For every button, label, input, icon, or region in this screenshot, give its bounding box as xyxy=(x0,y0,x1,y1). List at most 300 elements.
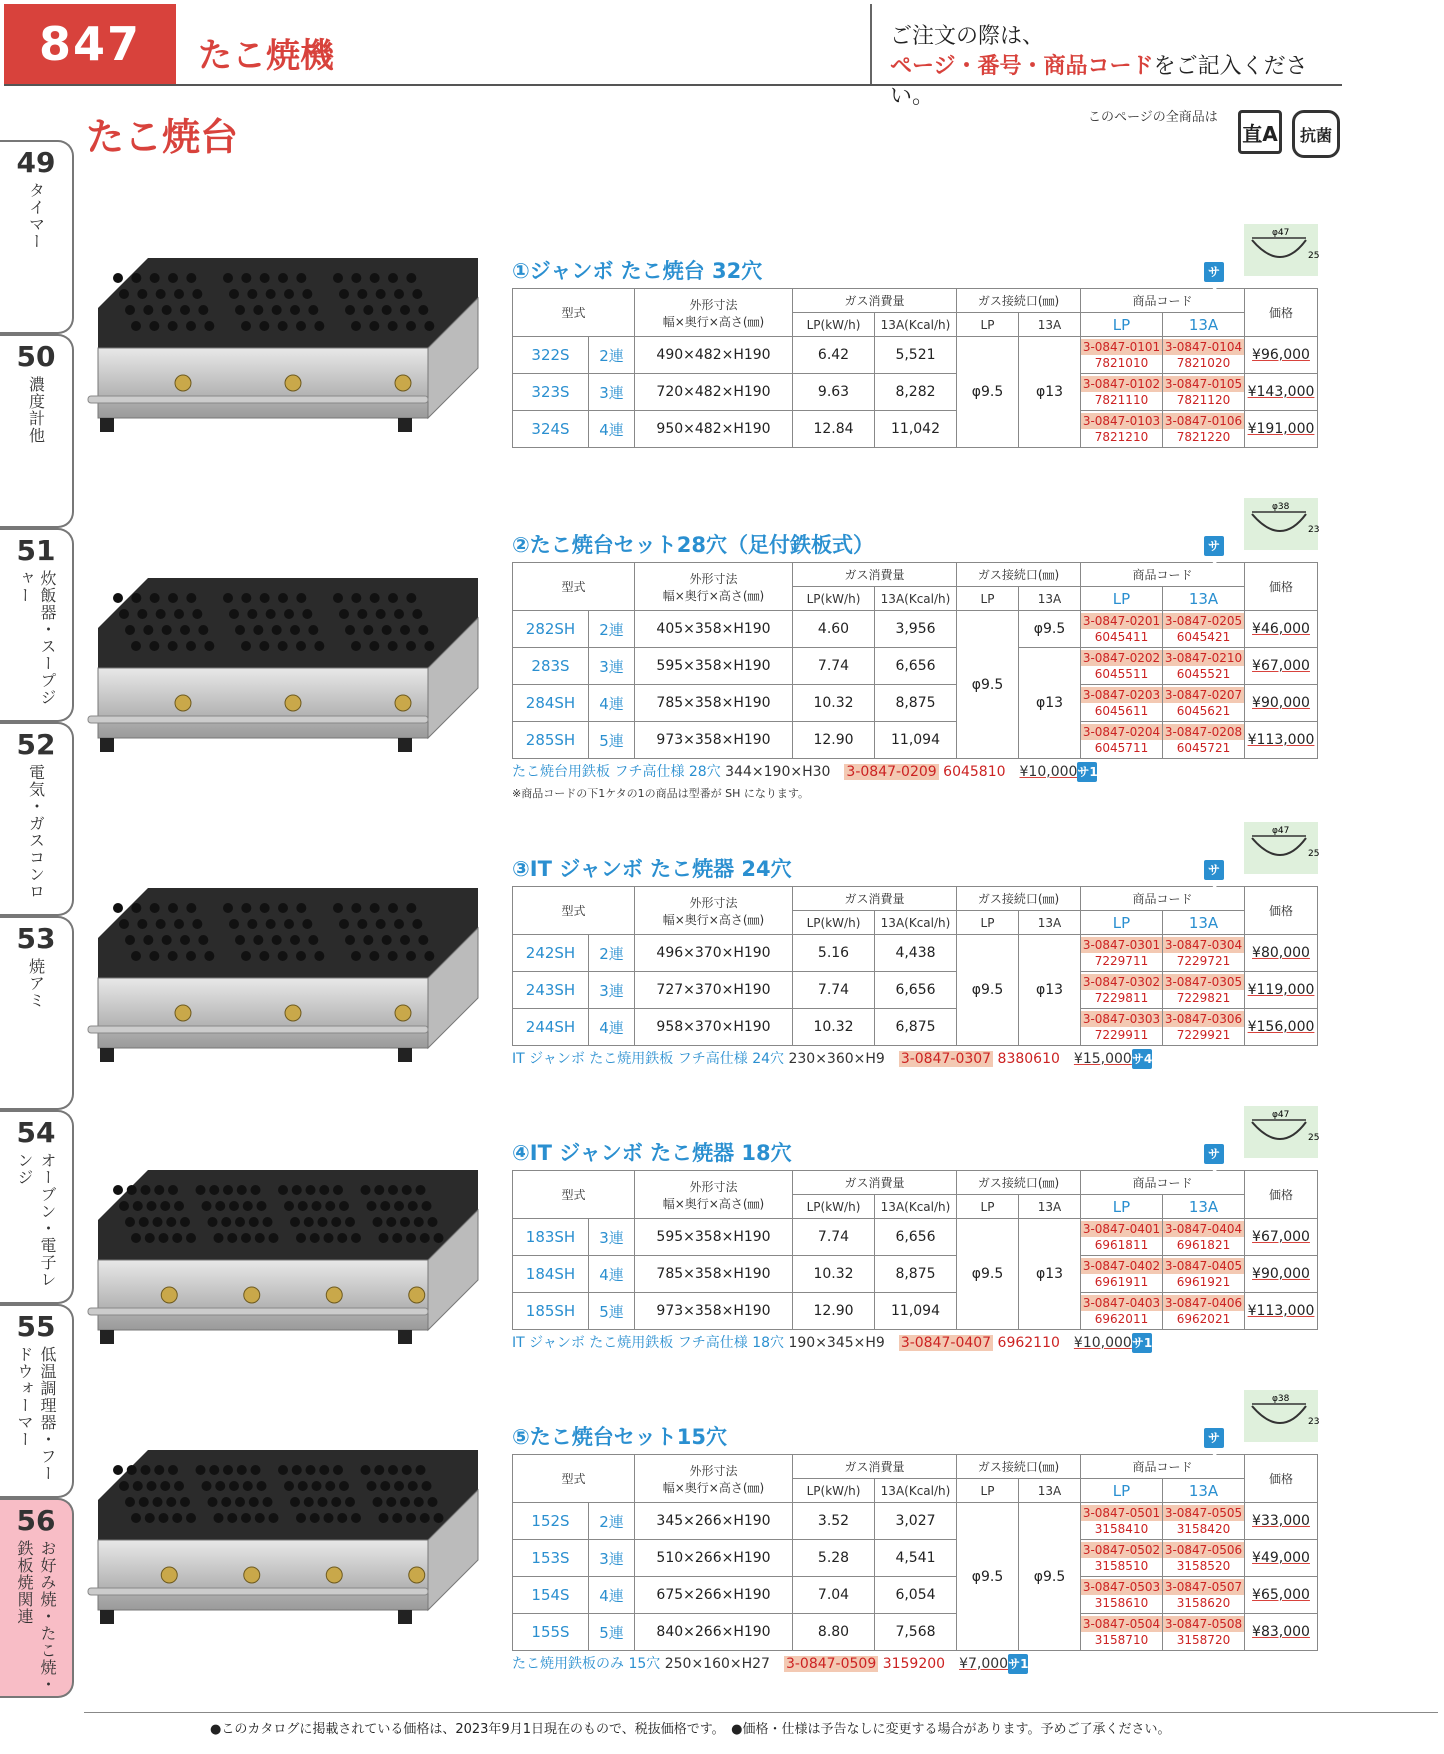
accessory-price: ¥15,000 xyxy=(1073,1051,1132,1067)
col-gas: ガス消費量 xyxy=(793,1171,957,1195)
table-row xyxy=(513,935,1318,972)
table-row xyxy=(513,1577,1318,1614)
section-footnote: ※商品コードの下1ケタの1の商品は型番が SH になります。 xyxy=(512,787,810,800)
accessory-sub: 3159200 xyxy=(882,1656,946,1672)
col-code-13a: 13A xyxy=(1163,587,1245,611)
side-tab-49[interactable] xyxy=(0,140,74,334)
col-conn-lp: LP xyxy=(957,1479,1019,1503)
conn-13a-cell: φ9.5 xyxy=(1019,1503,1081,1651)
gas-lp-cell: 3.52 xyxy=(793,1503,875,1540)
code-lp-cell: 3-0847-0103 7821210 xyxy=(1081,411,1163,448)
model-cell: 152S xyxy=(513,1503,589,1540)
accessory-code: 3-0847-0209 xyxy=(846,764,937,780)
col-conn-13a: 13A xyxy=(1019,587,1081,611)
product-photo xyxy=(88,238,488,448)
ren-cell: 2連 xyxy=(589,1503,635,1540)
ren-cell: 4連 xyxy=(589,1009,635,1046)
side-tab-label: 濃度計他 xyxy=(26,376,46,444)
diagram-depth: 25 xyxy=(1308,251,1320,261)
accessory-size-badge: サ1 xyxy=(1077,762,1097,782)
all-items-note: このページの全商品は xyxy=(1088,110,1218,125)
table-row xyxy=(513,1009,1318,1046)
col-code-lp: LP xyxy=(1081,1479,1163,1503)
product-photo xyxy=(88,1150,488,1360)
code-lp-cell: 3-0847-0201 6045411 xyxy=(1081,611,1163,648)
table-row xyxy=(513,1503,1318,1540)
code-13a-cell: 3-0847-0208 6045721 xyxy=(1163,722,1245,759)
model-cell: 285SH xyxy=(513,722,589,759)
side-tab-number: 50 xyxy=(16,340,56,373)
side-tab-label: 炊飯器・スープジャー xyxy=(15,570,57,706)
footer-note: ●このカタログに掲載されている価格は、2023年9月1日現在のもので、税抜価格です。 ●価格・仕様は予告なしに変更する場合があります。予めご了承ください。 xyxy=(210,1722,1171,1737)
code-13a-cell: 3-0847-0506 3158520 xyxy=(1163,1540,1245,1577)
col-dims: 外形寸法 幅×奥行×高さ(㎜) xyxy=(635,887,793,935)
gas-13a-cell: 3,956 xyxy=(875,611,957,648)
model-cell: 244SH xyxy=(513,1009,589,1046)
price-cell: ¥113,000 xyxy=(1245,722,1318,759)
gas-13a-cell: 6,656 xyxy=(875,972,957,1009)
col-gas-lp: LP(kW/h) xyxy=(793,1195,875,1219)
size-badge: サ4 xyxy=(1204,262,1224,282)
size-badge: サ4 xyxy=(1204,860,1224,880)
model-cell: 242SH xyxy=(513,935,589,972)
code-lp-cell: 3-0847-0204 6045711 xyxy=(1081,722,1163,759)
col-gas: ガス消費量 xyxy=(793,1455,957,1479)
code-lp-cell: 3-0847-0301 7229711 xyxy=(1081,935,1163,972)
dims-cell: 973×358×H190 xyxy=(635,1293,793,1330)
gas-lp-cell: 10.32 xyxy=(793,685,875,722)
gas-13a-cell: 11,094 xyxy=(875,722,957,759)
col-dims: 外形寸法 幅×奥行×高さ(㎜) xyxy=(635,1455,793,1503)
gas-lp-cell: 10.32 xyxy=(793,1009,875,1046)
model-cell: 153S xyxy=(513,1540,589,1577)
dims-cell: 840×266×H190 xyxy=(635,1614,793,1651)
antibacterial-badge: 抗菌 xyxy=(1292,110,1340,158)
product-section-5 xyxy=(512,1394,1320,1677)
col-price: 価格 xyxy=(1245,563,1318,611)
col-model: 型式 xyxy=(513,1171,635,1219)
col-conn-lp: LP xyxy=(957,911,1019,935)
notice-line1: ご注文の際は、 xyxy=(890,24,1045,49)
ren-cell: 3連 xyxy=(589,972,635,1009)
gas-lp-cell: 7.74 xyxy=(793,972,875,1009)
side-tab-label: タイマー xyxy=(26,182,46,250)
code-13a-cell: 3-0847-0205 6045421 xyxy=(1163,611,1245,648)
cup-diagram xyxy=(1244,498,1318,550)
table-row xyxy=(513,611,1318,648)
diagram-depth: 25 xyxy=(1308,849,1320,859)
code-13a-cell: 3-0847-0304 7229721 xyxy=(1163,935,1245,972)
col-gas-lp: LP(kW/h) xyxy=(793,1479,875,1503)
table-row xyxy=(513,1256,1318,1293)
side-tab-53[interactable] xyxy=(0,916,74,1110)
accessory-line xyxy=(512,759,1318,785)
table-row xyxy=(513,411,1318,448)
gas-13a-cell: 3,027 xyxy=(875,1503,957,1540)
side-tab-number: 52 xyxy=(16,728,56,761)
code-13a-cell: 3-0847-0406 6962021 xyxy=(1163,1293,1245,1330)
col-code: 商品コード xyxy=(1081,1171,1245,1195)
col-model: 型式 xyxy=(513,1455,635,1503)
side-tab-52[interactable] xyxy=(0,722,74,916)
dims-cell: 720×482×H190 xyxy=(635,374,793,411)
price-cell: ¥83,000 xyxy=(1245,1614,1318,1651)
col-gas-13a: 13A(Kcal/h) xyxy=(875,1195,957,1219)
conn-13a-cell: φ13 xyxy=(1019,935,1081,1046)
gas-13a-cell: 4,438 xyxy=(875,935,957,972)
gas-lp-cell: 10.32 xyxy=(793,1256,875,1293)
price-cell: ¥49,000 xyxy=(1245,1540,1318,1577)
price-cell: ¥113,000 xyxy=(1245,1293,1318,1330)
table-row xyxy=(513,1540,1318,1577)
col-gas: ガス消費量 xyxy=(793,887,957,911)
col-code: 商品コード xyxy=(1081,887,1245,911)
diagram-diameter: φ47 xyxy=(1272,826,1290,836)
conn-13a-cell: φ13 xyxy=(1019,648,1081,759)
conn-lp-cell: φ9.5 xyxy=(957,935,1019,1046)
page-subtitle: たこ焼台 xyxy=(86,115,239,159)
footer-rule xyxy=(84,1712,1438,1713)
col-code: 商品コード xyxy=(1081,1455,1245,1479)
spec-table xyxy=(512,886,1318,1046)
price-cell: ¥67,000 xyxy=(1245,1219,1318,1256)
cup-diagram xyxy=(1244,224,1318,276)
gas-lp-cell: 12.90 xyxy=(793,722,875,759)
code-13a-cell: 3-0847-0106 7821220 xyxy=(1163,411,1245,448)
diagram-diameter: φ47 xyxy=(1272,228,1290,238)
accessory-dims: 230×360×H9 xyxy=(788,1051,885,1067)
ren-cell: 3連 xyxy=(589,374,635,411)
code-lp-cell: 3-0847-0203 6045611 xyxy=(1081,685,1163,722)
notice-highlight: ページ・番号・商品コード xyxy=(890,54,1154,79)
notice-tail: をご記入ください。 xyxy=(890,54,1308,109)
conn-lp-cell: φ9.5 xyxy=(957,611,1019,759)
gas-13a-cell: 8,875 xyxy=(875,1256,957,1293)
code-lp-cell: 3-0847-0302 7229811 xyxy=(1081,972,1163,1009)
gas-lp-cell: 5.16 xyxy=(793,935,875,972)
conn-lp-cell: φ9.5 xyxy=(957,1219,1019,1330)
col-code-13a: 13A xyxy=(1163,313,1245,337)
code-lp-cell: 3-0847-0504 3158710 xyxy=(1081,1614,1163,1651)
code-13a-cell: 3-0847-0404 6961821 xyxy=(1163,1219,1245,1256)
col-gas: ガス消費量 xyxy=(793,289,957,313)
direct-a-badge: 直A xyxy=(1238,110,1282,154)
code-lp-cell: 3-0847-0401 6961811 xyxy=(1081,1219,1163,1256)
diagram-depth: 23 xyxy=(1308,525,1320,535)
section-title: ②たこ焼台セット28穴（足付鉄板式） xyxy=(512,533,875,557)
col-gas-lp: LP(kW/h) xyxy=(793,587,875,611)
dims-cell: 595×358×H190 xyxy=(635,1219,793,1256)
spec-table xyxy=(512,1170,1318,1330)
col-price: 価格 xyxy=(1245,1455,1318,1503)
col-code: 商品コード xyxy=(1081,289,1245,313)
col-gas-13a: 13A(Kcal/h) xyxy=(875,1479,957,1503)
dims-cell: 973×358×H190 xyxy=(635,722,793,759)
code-13a-cell: 3-0847-0507 3158620 xyxy=(1163,1577,1245,1614)
gas-13a-cell: 6,054 xyxy=(875,1577,957,1614)
accessory-price: ¥7,000 xyxy=(959,1656,1009,1672)
col-code-13a: 13A xyxy=(1163,1479,1245,1503)
gas-13a-cell: 5,521 xyxy=(875,337,957,374)
price-cell: ¥90,000 xyxy=(1245,1256,1318,1293)
spec-table xyxy=(512,1454,1318,1651)
price-cell: ¥191,000 xyxy=(1245,411,1318,448)
model-cell: 243SH xyxy=(513,972,589,1009)
gas-lp-cell: 7.04 xyxy=(793,1577,875,1614)
col-gas-13a: 13A(Kcal/h) xyxy=(875,313,957,337)
col-conn-lp: LP xyxy=(957,587,1019,611)
accessory-line xyxy=(512,1046,1318,1072)
col-price: 価格 xyxy=(1245,887,1318,935)
col-gas-13a: 13A(Kcal/h) xyxy=(875,911,957,935)
price-cell: ¥90,000 xyxy=(1245,685,1318,722)
model-cell: 322S xyxy=(513,337,589,374)
ren-cell: 4連 xyxy=(589,1577,635,1614)
conn-13a-cell: φ9.5 xyxy=(1019,611,1081,648)
price-cell: ¥96,000 xyxy=(1245,337,1318,374)
col-conn: ガス接続口(㎜) xyxy=(957,887,1081,911)
product-section-2 xyxy=(512,502,1320,803)
accessory-dims: 190×345×H9 xyxy=(788,1335,885,1351)
accessory-code: 3-0847-0509 xyxy=(785,1656,877,1672)
price-cell: ¥156,000 xyxy=(1245,1009,1318,1046)
accessory-sub: 6962110 xyxy=(997,1335,1060,1351)
ren-cell: 3連 xyxy=(589,1540,635,1577)
ren-cell: 2連 xyxy=(589,337,635,374)
code-13a-cell: 3-0847-0207 6045621 xyxy=(1163,685,1245,722)
side-tab-number: 53 xyxy=(16,922,56,955)
col-model: 型式 xyxy=(513,289,635,337)
gas-lp-cell: 5.28 xyxy=(793,1540,875,1577)
col-gas-13a: 13A(Kcal/h) xyxy=(875,587,957,611)
col-model: 型式 xyxy=(513,887,635,935)
code-lp-cell: 3-0847-0501 3158410 xyxy=(1081,1503,1163,1540)
table-row xyxy=(513,972,1318,1009)
code-lp-cell: 3-0847-0101 7821010 xyxy=(1081,337,1163,374)
ren-cell: 2連 xyxy=(589,935,635,972)
col-gas-lp: LP(kW/h) xyxy=(793,911,875,935)
ren-cell: 4連 xyxy=(589,1256,635,1293)
gas-lp-cell: 7.74 xyxy=(793,648,875,685)
gas-13a-cell: 4,541 xyxy=(875,1540,957,1577)
col-gas-lp: LP(kW/h) xyxy=(793,313,875,337)
product-section-3 xyxy=(512,826,1320,1072)
side-tab-50[interactable] xyxy=(0,334,74,528)
model-cell: 183SH xyxy=(513,1219,589,1256)
accessory-price: ¥10,000 xyxy=(1073,1335,1132,1351)
gas-lp-cell: 7.74 xyxy=(793,1219,875,1256)
code-13a-cell: 3-0847-0210 6045521 xyxy=(1163,648,1245,685)
ren-cell: 3連 xyxy=(589,648,635,685)
accessory-code: 3-0847-0407 xyxy=(900,1335,992,1351)
diagram-diameter: φ38 xyxy=(1272,502,1290,512)
table-row xyxy=(513,1614,1318,1651)
side-tab-number: 56 xyxy=(16,1504,56,1537)
dims-cell: 675×266×H190 xyxy=(635,1577,793,1614)
code-13a-cell: 3-0847-0505 3158420 xyxy=(1163,1503,1245,1540)
side-tab-54[interactable] xyxy=(0,1110,74,1304)
gas-13a-cell: 8,875 xyxy=(875,685,957,722)
model-cell: 283S xyxy=(513,648,589,685)
accessory-dims: 344×190×H30 xyxy=(725,764,831,780)
dims-cell: 405×358×H190 xyxy=(635,611,793,648)
col-code-lp: LP xyxy=(1081,911,1163,935)
code-lp-cell: 3-0847-0402 6961911 xyxy=(1081,1256,1163,1293)
diagram-depth: 23 xyxy=(1308,1417,1320,1427)
model-cell: 184SH xyxy=(513,1256,589,1293)
col-conn: ガス接続口(㎜) xyxy=(957,1171,1081,1195)
side-tab-51[interactable] xyxy=(0,528,74,722)
col-model: 型式 xyxy=(513,563,635,611)
col-conn-13a: 13A xyxy=(1019,1195,1081,1219)
dims-cell: 727×370×H190 xyxy=(635,972,793,1009)
category-title: たこ焼機 xyxy=(198,36,334,76)
section-title: ③IT ジャンボ たこ焼器 24穴 xyxy=(512,857,792,881)
col-code-13a: 13A xyxy=(1163,911,1245,935)
model-cell: 185SH xyxy=(513,1293,589,1330)
spec-table xyxy=(512,288,1318,448)
code-lp-cell: 3-0847-0503 3158610 xyxy=(1081,1577,1163,1614)
ren-cell: 3連 xyxy=(589,1219,635,1256)
accessory-price: ¥10,000 xyxy=(1019,764,1078,780)
dims-cell: 496×370×H190 xyxy=(635,935,793,972)
code-lp-cell: 3-0847-0403 6962011 xyxy=(1081,1293,1163,1330)
side-tab-number: 51 xyxy=(16,534,56,567)
ren-cell: 2連 xyxy=(589,611,635,648)
gas-lp-cell: 8.80 xyxy=(793,1614,875,1651)
diagram-depth: 25 xyxy=(1308,1133,1320,1143)
col-price: 価格 xyxy=(1245,1171,1318,1219)
side-tab-label: オーブン・電子レンジ xyxy=(15,1152,57,1288)
col-conn-lp: LP xyxy=(957,313,1019,337)
side-tab-55[interactable] xyxy=(0,1304,74,1498)
model-cell: 324S xyxy=(513,411,589,448)
section-title: ⑤たこ焼台セット15穴 xyxy=(512,1425,728,1449)
gas-lp-cell: 9.63 xyxy=(793,374,875,411)
dims-cell: 490×482×H190 xyxy=(635,337,793,374)
code-lp-cell: 3-0847-0202 6045511 xyxy=(1081,648,1163,685)
ren-cell: 5連 xyxy=(589,1293,635,1330)
product-section-4 xyxy=(512,1110,1320,1356)
notice-line2 xyxy=(890,52,1344,112)
order-notice xyxy=(870,4,1344,109)
code-lp-cell: 3-0847-0303 7229911 xyxy=(1081,1009,1163,1046)
col-conn: ガス接続口(㎜) xyxy=(957,1455,1081,1479)
gas-13a-cell: 6,875 xyxy=(875,1009,957,1046)
table-row xyxy=(513,1293,1318,1330)
gas-13a-cell: 8,282 xyxy=(875,374,957,411)
price-cell: ¥67,000 xyxy=(1245,648,1318,685)
gas-13a-cell: 6,656 xyxy=(875,1219,957,1256)
side-tab-56[interactable] xyxy=(0,1498,74,1698)
accessory-sub: 6045810 xyxy=(943,764,1006,780)
accessory-size-badge: サ1 xyxy=(1132,1333,1152,1353)
col-gas: ガス消費量 xyxy=(793,563,957,587)
accessory-size-badge: サ4 xyxy=(1132,1049,1152,1069)
table-row xyxy=(513,374,1318,411)
side-tab-number: 49 xyxy=(16,146,56,179)
col-conn-13a: 13A xyxy=(1019,911,1081,935)
size-badge: サ4 xyxy=(1204,536,1224,556)
conn-lp-cell: φ9.5 xyxy=(957,337,1019,448)
accessory-name: たこ焼台用鉄板 フチ高仕様 28穴 xyxy=(512,764,721,780)
ren-cell: 4連 xyxy=(589,411,635,448)
side-tab-number: 54 xyxy=(16,1116,56,1149)
accessory-line xyxy=(512,1651,1318,1677)
ren-cell: 5連 xyxy=(589,1614,635,1651)
dims-cell: 958×370×H190 xyxy=(635,1009,793,1046)
ren-cell: 4連 xyxy=(589,685,635,722)
side-tab-label: 電気・ガスコンロ xyxy=(26,764,46,900)
model-cell: 154S xyxy=(513,1577,589,1614)
size-badge: サ4 xyxy=(1204,1428,1224,1448)
code-13a-cell: 3-0847-0508 3158720 xyxy=(1163,1614,1245,1651)
price-cell: ¥46,000 xyxy=(1245,611,1318,648)
code-lp-cell: 3-0847-0102 7821110 xyxy=(1081,374,1163,411)
price-cell: ¥33,000 xyxy=(1245,1503,1318,1540)
col-code-lp: LP xyxy=(1081,313,1163,337)
table-row xyxy=(513,685,1318,722)
price-cell: ¥143,000 xyxy=(1245,374,1318,411)
gas-13a-cell: 6,656 xyxy=(875,648,957,685)
col-conn: ガス接続口(㎜) xyxy=(957,289,1081,313)
code-13a-cell: 3-0847-0105 7821120 xyxy=(1163,374,1245,411)
code-13a-cell: 3-0847-0405 6961921 xyxy=(1163,1256,1245,1293)
col-code: 商品コード xyxy=(1081,563,1245,587)
code-13a-cell: 3-0847-0306 7229921 xyxy=(1163,1009,1245,1046)
cup-diagram xyxy=(1244,1106,1318,1158)
product-photo xyxy=(88,868,488,1078)
accessory-name: たこ焼用鉄板のみ 15穴 xyxy=(512,1656,661,1672)
col-code-lp: LP xyxy=(1081,587,1163,611)
accessory-sub: 8380610 xyxy=(997,1051,1060,1067)
product-photo xyxy=(88,1430,488,1640)
gas-lp-cell: 6.42 xyxy=(793,337,875,374)
diagram-diameter: φ47 xyxy=(1272,1110,1290,1120)
size-badge: サ4 xyxy=(1204,1144,1224,1164)
gas-lp-cell: 12.84 xyxy=(793,411,875,448)
code-13a-cell: 3-0847-0305 7229821 xyxy=(1163,972,1245,1009)
model-cell: 323S xyxy=(513,374,589,411)
section-title: ④IT ジャンボ たこ焼器 18穴 xyxy=(512,1141,792,1165)
col-dims: 外形寸法 幅×奥行×高さ(㎜) xyxy=(635,563,793,611)
cup-diagram xyxy=(1244,822,1318,874)
section-title: ①ジャンボ たこ焼台 32穴 xyxy=(512,259,763,283)
table-row xyxy=(513,1219,1318,1256)
gas-13a-cell: 7,568 xyxy=(875,1614,957,1651)
col-conn-13a: 13A xyxy=(1019,313,1081,337)
col-conn: ガス接続口(㎜) xyxy=(957,563,1081,587)
accessory-name: IT ジャンボ たこ焼用鉄板 フチ高仕様 18穴 xyxy=(512,1335,785,1351)
code-13a-cell: 3-0847-0104 7821020 xyxy=(1163,337,1245,374)
model-cell: 284SH xyxy=(513,685,589,722)
accessory-name: IT ジャンボ たこ焼用鉄板 フチ高仕様 24穴 xyxy=(512,1051,785,1067)
dims-cell: 595×358×H190 xyxy=(635,648,793,685)
dims-cell: 510×266×H190 xyxy=(635,1540,793,1577)
ren-cell: 5連 xyxy=(589,722,635,759)
dims-cell: 785×358×H190 xyxy=(635,1256,793,1293)
gas-13a-cell: 11,094 xyxy=(875,1293,957,1330)
conn-lp-cell: φ9.5 xyxy=(957,1503,1019,1651)
product-section-1 xyxy=(512,228,1320,448)
accessory-size-badge: サ1 xyxy=(1008,1654,1028,1674)
gas-lp-cell: 4.60 xyxy=(793,611,875,648)
dims-cell: 785×358×H190 xyxy=(635,685,793,722)
cup-diagram xyxy=(1244,1390,1318,1442)
product-photo xyxy=(88,558,488,768)
side-tab-label: 焼アミ xyxy=(26,958,46,1009)
col-code-13a: 13A xyxy=(1163,1195,1245,1219)
